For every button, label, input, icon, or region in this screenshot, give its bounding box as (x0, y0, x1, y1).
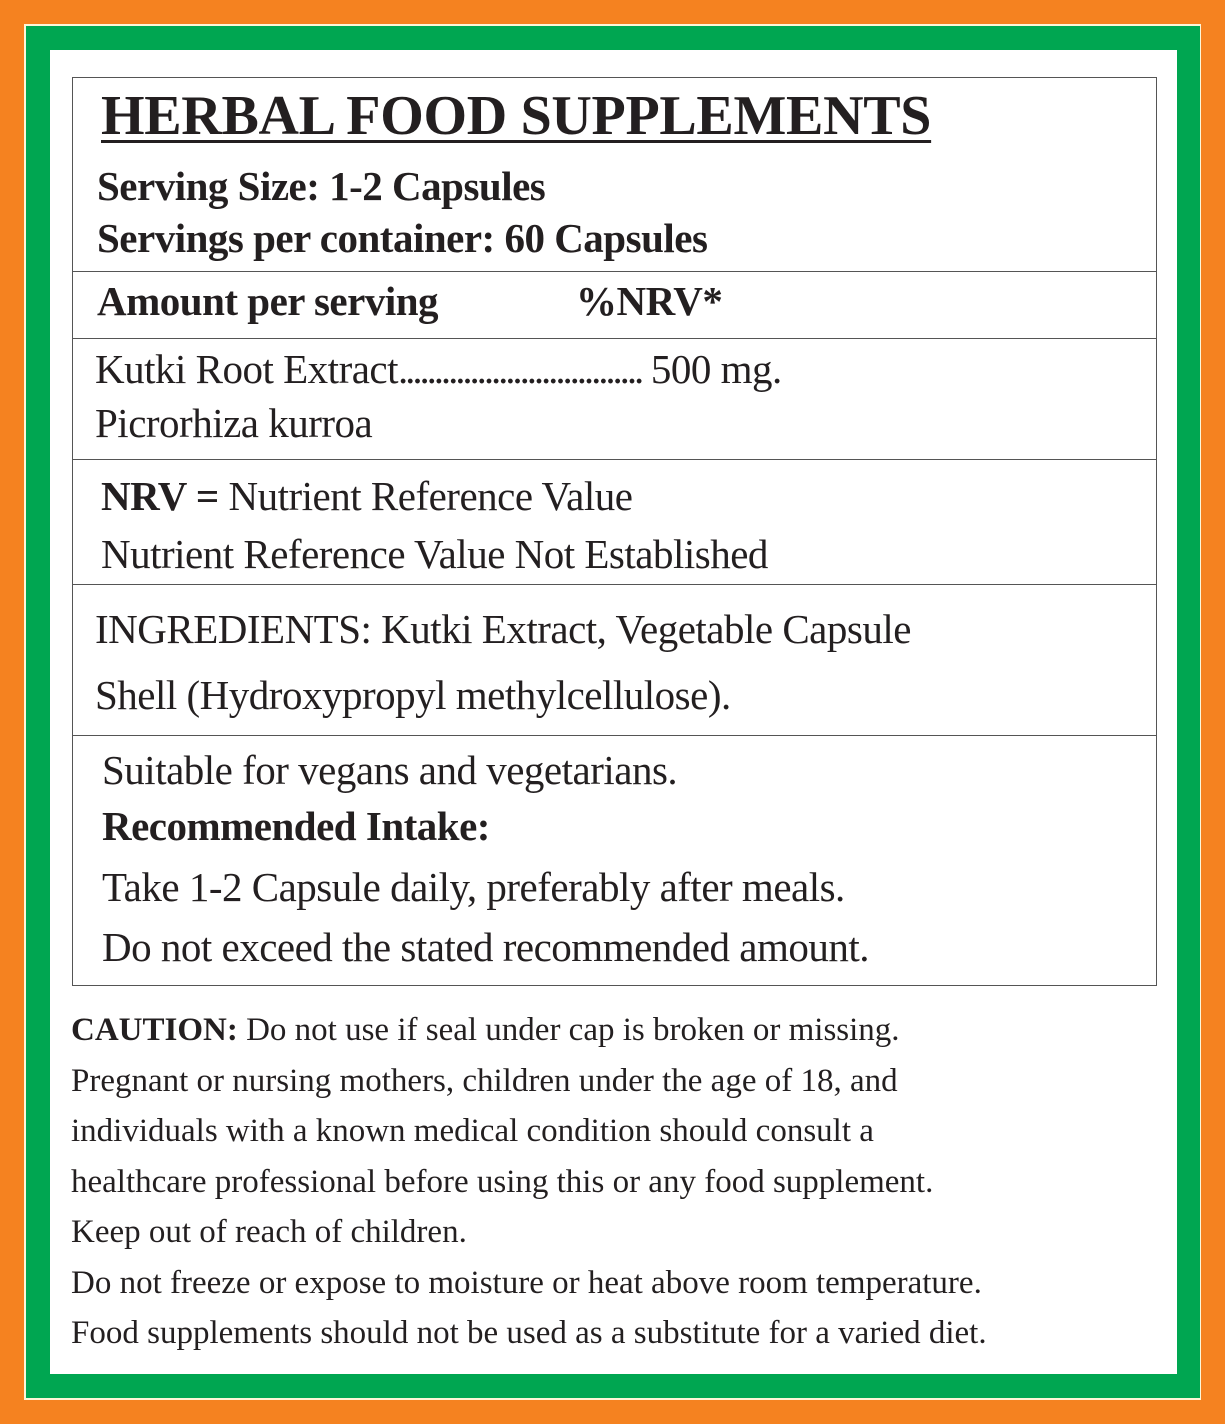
supplement-facts-box (72, 77, 1157, 986)
caution-label: CAUTION: (71, 1012, 238, 1048)
caution-line: Keep out of reach of children. (71, 1214, 467, 1250)
ingredients-row (73, 585, 1156, 736)
recommended-intake-heading: Recommended Intake: (102, 803, 490, 849)
ingredient-line (95, 345, 782, 393)
caution-line: individuals with a known medical condition should consult a (71, 1113, 874, 1149)
ingredient-row (73, 339, 1156, 460)
caution-line: Pregnant or nursing mothers, children under the age of 18, and (71, 1062, 898, 1099)
header-section (73, 78, 1156, 272)
nrv-definition: Nutrient Reference Value (228, 473, 633, 519)
caution-line (71, 1005, 1171, 1056)
amount-per-serving-header: Amount per serving (97, 278, 439, 324)
ingredients-line-1: INGREDIENTS: Kutki Extract, Vegetable Capsule (95, 606, 911, 652)
nrv-definition-line (101, 472, 632, 520)
column-header-row (73, 271, 1156, 339)
vegan-suitability: Suitable for vegans and vegetarians. (102, 747, 678, 793)
intake-limit: Do not exceed the stated recommended amount. (102, 924, 869, 970)
caution-section (71, 1005, 1171, 1359)
caution-line: healthcare professional before using this or any food supplement. (71, 1163, 934, 1200)
serving-size: Serving Size: 1-2 Capsules (97, 163, 546, 209)
caution-line: Food supplements should not be used as a substitute for a varied diet. (71, 1315, 987, 1351)
caution-text: Do not use if seal under cap is broken or missing. (237, 1012, 900, 1048)
label-title: HERBAL FOOD SUPPLEMENTS (101, 85, 932, 147)
ingredient-amount: 500 mg. (650, 346, 782, 392)
servings-per-container: Servings per container: 60 Capsules (97, 215, 708, 261)
botanical-name: Picrorhiza kurroa (95, 400, 373, 446)
ingredients-line-2: Shell (Hydroxypropyl methylcellulose). (95, 672, 731, 718)
nrv-note-row (73, 460, 1156, 585)
nrv-not-established: Nutrient Reference Value Not Established (101, 531, 768, 577)
ingredient-name: Kutki Root Extract (95, 346, 399, 392)
intake-instruction: Take 1-2 Capsule daily, preferably after meals. (102, 864, 845, 910)
caution-line: Do not freeze or expose to moisture or heat above room temperature. (71, 1264, 982, 1301)
leader-dots: .................................. (398, 346, 642, 392)
usage-row (73, 736, 1156, 986)
nrv-term: NRV = (101, 473, 219, 519)
nrv-header: %NRV* (576, 278, 723, 324)
